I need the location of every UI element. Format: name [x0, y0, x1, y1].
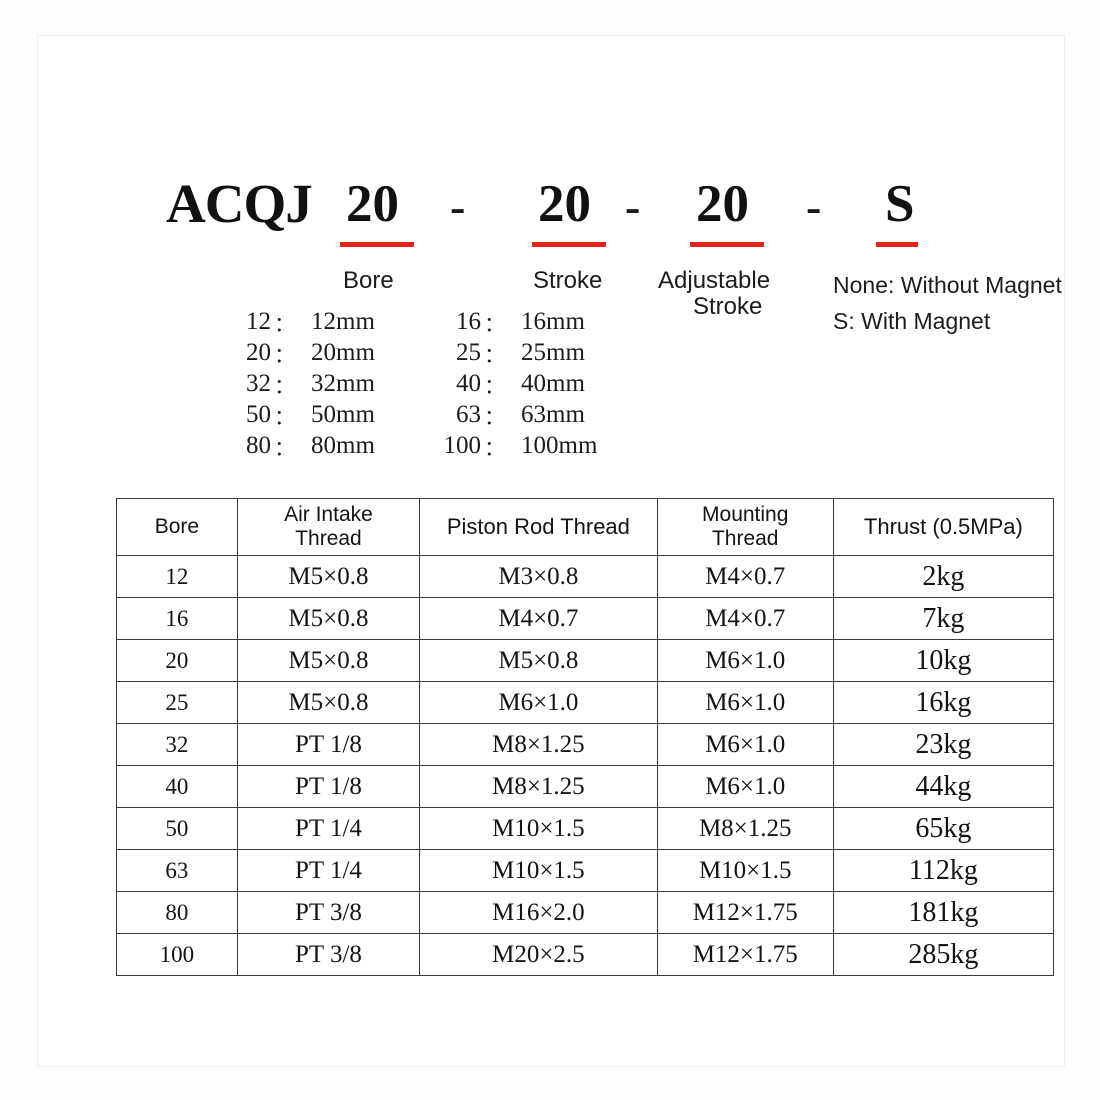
- bore-value-right: 25mm: [521, 338, 585, 366]
- cell-air: PT 1/8: [237, 766, 419, 808]
- underline-magnet: [876, 242, 918, 247]
- bore-value-right: 40mm: [521, 369, 585, 397]
- header-thrust: Thrust (0.5MPa): [833, 499, 1053, 556]
- cell-rod: M6×1.0: [420, 682, 658, 724]
- table-row: [117, 934, 1054, 976]
- cell-air: M5×0.8: [237, 640, 419, 682]
- model-code-row: [128, 146, 1028, 266]
- bore-code-left: 20: [246, 338, 271, 366]
- cell-bore: 63: [117, 850, 238, 892]
- bore-value-left: 50mm: [311, 400, 375, 428]
- bore-value-right: 63mm: [521, 400, 585, 428]
- bore-code-left: 32: [246, 369, 271, 397]
- cell-bore: 32: [117, 724, 238, 766]
- cell-mounting: M4×0.7: [657, 598, 833, 640]
- colon: ：: [483, 372, 509, 400]
- table-row: [117, 640, 1054, 682]
- cell-rod: M8×1.25: [420, 724, 658, 766]
- spec-table: [116, 498, 1054, 976]
- cell-bore: 20: [117, 640, 238, 682]
- table-row: [117, 682, 1054, 724]
- separator-2: -: [625, 181, 641, 232]
- cell-mounting: M4×0.7: [657, 556, 833, 598]
- cell-rod: M8×1.25: [420, 766, 658, 808]
- spec-sheet: [38, 36, 1064, 1066]
- table-row: [117, 850, 1054, 892]
- cell-rod: M16×2.0: [420, 892, 658, 934]
- table-row: [117, 766, 1054, 808]
- cell-thrust: 285kg: [833, 934, 1053, 976]
- cell-thrust: 23kg: [833, 724, 1053, 766]
- bore-code-right: 25: [456, 338, 481, 366]
- colon: ：: [273, 434, 299, 462]
- label-adjustable-line2: Stroke: [693, 293, 763, 320]
- cell-mounting: M6×1.0: [657, 682, 833, 724]
- cell-bore: 100: [117, 934, 238, 976]
- model-prefix: ACQJ: [166, 173, 312, 234]
- colon: ：: [273, 403, 299, 431]
- cell-thrust: 10kg: [833, 640, 1053, 682]
- magnet-legend-line1: None: Without Magnet: [833, 272, 1062, 298]
- header-bore: Bore: [117, 499, 238, 556]
- label-stroke: Stroke: [533, 267, 603, 294]
- header-mnt-line2: Thread: [711, 527, 779, 550]
- cell-bore: 25: [117, 682, 238, 724]
- cell-thrust: 44kg: [833, 766, 1053, 808]
- cell-air: PT 1/8: [237, 724, 419, 766]
- colon: ：: [483, 403, 509, 431]
- colon: ：: [483, 341, 509, 369]
- bore-code-right: 40: [456, 369, 481, 397]
- label-adjustable-line1: Adjustable: [658, 267, 771, 294]
- cell-rod: M10×1.5: [420, 850, 658, 892]
- label-bore: Bore: [343, 267, 394, 294]
- underline-bore: [340, 242, 414, 247]
- bore-code-right: 63: [456, 400, 481, 428]
- header-mounting-thread: [657, 499, 833, 556]
- cell-mounting: M12×1.75: [657, 934, 833, 976]
- underline-stroke: [532, 242, 606, 247]
- cell-mounting: M6×1.0: [657, 724, 833, 766]
- cell-air: PT 1/4: [237, 808, 419, 850]
- cell-air: PT 3/8: [237, 934, 419, 976]
- cell-mounting: M10×1.5: [657, 850, 833, 892]
- bore-value-left: 32mm: [311, 369, 375, 397]
- bore-value-right: 100mm: [521, 431, 598, 459]
- cell-air: PT 1/4: [237, 850, 419, 892]
- bore-legend-row: [213, 399, 643, 430]
- cell-thrust: 181kg: [833, 892, 1053, 934]
- table-header-row: [117, 499, 1054, 556]
- header-mnt-line1: Mounting: [702, 502, 789, 526]
- cell-bore: 50: [117, 808, 238, 850]
- magnet-legend: [833, 268, 1062, 339]
- bore-code-right: 100: [443, 431, 481, 459]
- cell-mounting: M12×1.75: [657, 892, 833, 934]
- header-air-intake-thread: [237, 499, 419, 556]
- cell-rod: M4×0.7: [420, 598, 658, 640]
- table-row: [117, 556, 1054, 598]
- colon: ：: [483, 310, 509, 338]
- bore-code-right: 16: [456, 307, 481, 335]
- bore-legend-row: [213, 430, 643, 461]
- bore-legend-row: [213, 368, 643, 399]
- table-row: [117, 598, 1054, 640]
- underline-adjustable: [690, 242, 764, 247]
- header-air-line1: Air Intake: [284, 502, 373, 526]
- colon: ：: [483, 434, 509, 462]
- cell-rod: M5×0.8: [420, 640, 658, 682]
- cell-bore: 80: [117, 892, 238, 934]
- model-segment-adjustable-value: 20: [696, 175, 749, 233]
- colon: ：: [273, 341, 299, 369]
- cell-thrust: 16kg: [833, 682, 1053, 724]
- bore-code-left: 12: [246, 307, 271, 335]
- colon: ：: [273, 310, 299, 338]
- bore-value-right: 16mm: [521, 307, 585, 335]
- bore-code-left: 50: [246, 400, 271, 428]
- header-piston-rod-thread: Piston Rod Thread: [420, 499, 658, 556]
- cell-air: M5×0.8: [237, 682, 419, 724]
- separator-1: -: [450, 181, 466, 232]
- bore-legend-row: [213, 306, 643, 337]
- cell-thrust: 112kg: [833, 850, 1053, 892]
- cell-air: M5×0.8: [237, 556, 419, 598]
- bore-value-left: 20mm: [311, 338, 375, 366]
- model-segment-bore-value: 20: [346, 175, 399, 233]
- bore-code-left: 80: [246, 431, 271, 459]
- cell-thrust: 7kg: [833, 598, 1053, 640]
- header-air-line2: Thread: [295, 527, 362, 550]
- cell-rod: M20×2.5: [420, 934, 658, 976]
- cell-bore: 40: [117, 766, 238, 808]
- cell-bore: 16: [117, 598, 238, 640]
- model-segment-stroke-value: 20: [538, 175, 591, 233]
- colon: ：: [273, 372, 299, 400]
- cell-air: M5×0.8: [237, 598, 419, 640]
- cell-mounting: M6×1.0: [657, 766, 833, 808]
- bore-value-left: 80mm: [311, 431, 375, 459]
- cell-thrust: 2kg: [833, 556, 1053, 598]
- bore-legend: [213, 306, 643, 461]
- magnet-legend-line2: S: With Magnet: [833, 307, 991, 334]
- table-row: [117, 724, 1054, 766]
- bore-value-left: 12mm: [311, 307, 375, 335]
- cell-rod: M3×0.8: [420, 556, 658, 598]
- bore-legend-row: [213, 337, 643, 368]
- table-row: [117, 808, 1054, 850]
- cell-rod: M10×1.5: [420, 808, 658, 850]
- separator-3: -: [806, 181, 822, 232]
- cell-mounting: M6×1.0: [657, 640, 833, 682]
- cell-thrust: 65kg: [833, 808, 1053, 850]
- table-row: [117, 892, 1054, 934]
- cell-mounting: M8×1.25: [657, 808, 833, 850]
- model-segment-magnet-value: S: [885, 175, 915, 233]
- cell-bore: 12: [117, 556, 238, 598]
- cell-air: PT 3/8: [237, 892, 419, 934]
